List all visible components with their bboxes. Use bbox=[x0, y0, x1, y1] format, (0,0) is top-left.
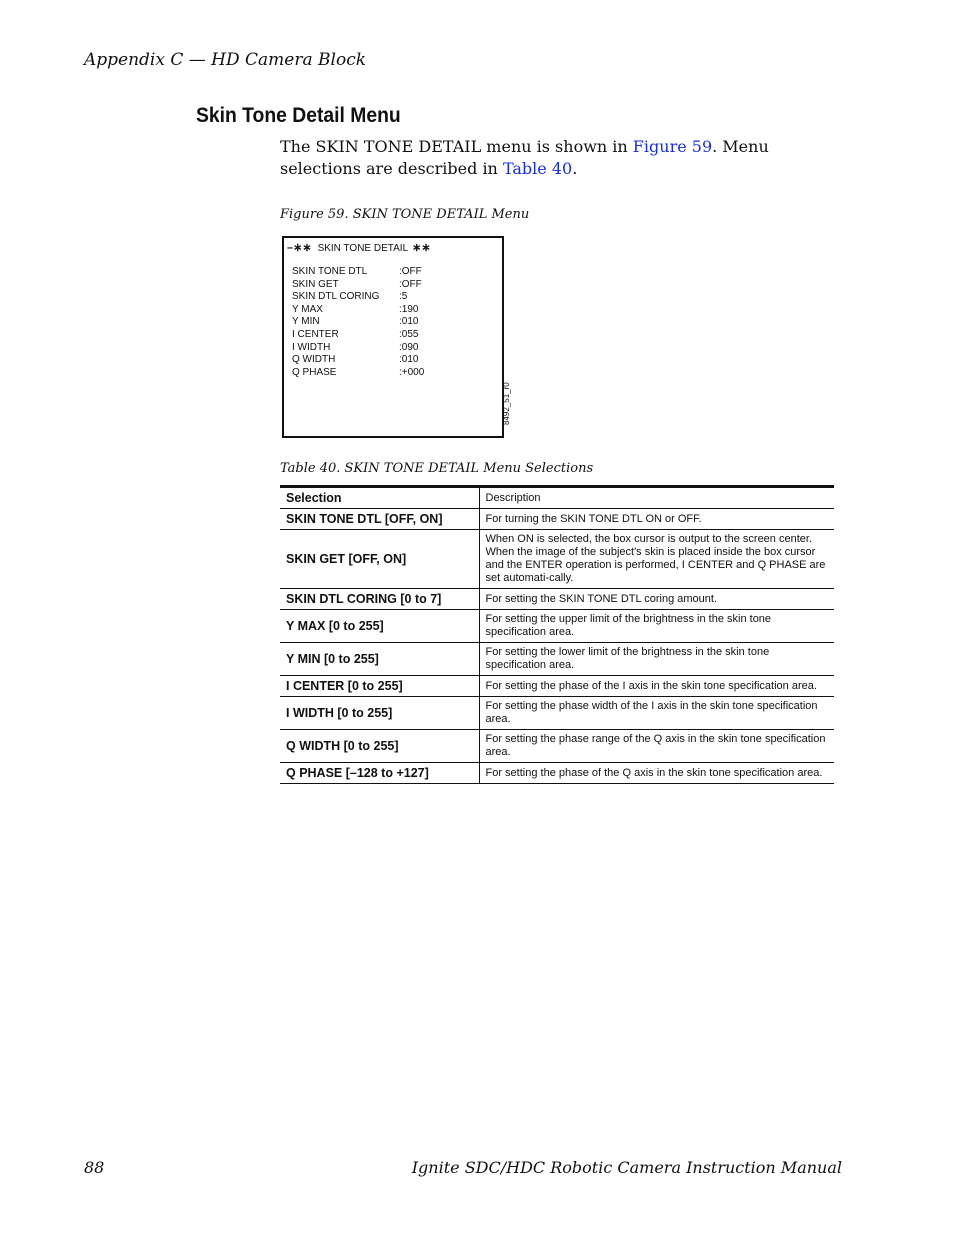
figure-code: 8492_51_r0 bbox=[502, 382, 511, 425]
section-heading: Skin Tone Detail Menu bbox=[196, 104, 401, 127]
menu-row bbox=[292, 291, 492, 304]
table-row bbox=[280, 643, 834, 676]
table-caption: Table 40. SKIN TONE DETAIL Menu Selections bbox=[280, 461, 594, 476]
description-cell: For setting the phase width of the I axis in the skin tone specification area. bbox=[479, 697, 834, 730]
selection-cell: Y MAX [0 to 255] bbox=[280, 610, 479, 643]
table-header-row bbox=[280, 487, 834, 509]
menu-row-value: :190 bbox=[399, 303, 419, 315]
menu-selections-table bbox=[280, 485, 834, 784]
page-number: 88 bbox=[84, 1158, 105, 1177]
header-selection: Selection bbox=[280, 487, 479, 509]
skin-tone-detail-menu-figure bbox=[282, 236, 504, 438]
description-cell: For setting the phase of the Q axis in the skin tone specification area. bbox=[479, 763, 834, 784]
intro-paragraph bbox=[280, 136, 845, 180]
intro-text-2: . Menu selections are described in bbox=[280, 137, 769, 178]
menu-title bbox=[287, 241, 431, 254]
menu-row-value: :055 bbox=[399, 328, 419, 340]
table-row bbox=[280, 676, 834, 697]
selection-cell: I CENTER [0 to 255] bbox=[280, 676, 479, 697]
table-row bbox=[280, 610, 834, 643]
menu-row-label: SKIN DTL CORING bbox=[292, 291, 380, 303]
selection-cell: SKIN TONE DTL [OFF, ON] bbox=[280, 509, 479, 530]
selection-cell: I WIDTH [0 to 255] bbox=[280, 697, 479, 730]
menu-row bbox=[292, 342, 492, 355]
figure-caption: Figure 59. SKIN TONE DETAIL Menu bbox=[280, 207, 530, 222]
menu-row-label: I WIDTH bbox=[292, 341, 331, 353]
running-header: Appendix C — HD Camera Block bbox=[84, 50, 367, 70]
description-cell: For setting the lower limit of the brightness in the skin tone specification area. bbox=[479, 643, 834, 676]
menu-row-label: SKIN TONE DTL bbox=[292, 266, 368, 277]
table-row bbox=[280, 509, 834, 530]
description-cell: For setting the upper limit of the brightness in the skin tone specification area. bbox=[479, 610, 834, 643]
menu-title-text: SKIN TONE DETAIL bbox=[317, 243, 409, 254]
menu-row-label: Y MAX bbox=[292, 303, 323, 315]
menu-row-value: :010 bbox=[399, 354, 419, 366]
menu-row bbox=[292, 367, 492, 380]
table-row bbox=[280, 697, 834, 730]
menu-row bbox=[292, 266, 492, 279]
selection-cell: SKIN GET [OFF, ON] bbox=[280, 530, 479, 589]
intro-text-3: . bbox=[572, 159, 578, 178]
menu-row-value: :+000 bbox=[399, 366, 425, 378]
menu-row bbox=[292, 304, 492, 317]
menu-title-right-marks: ∗∗ bbox=[412, 242, 431, 254]
description-cell: For setting the SKIN TONE DTL coring amount. bbox=[479, 589, 834, 610]
menu-row bbox=[292, 329, 492, 342]
menu-row-value: :OFF bbox=[399, 278, 422, 290]
menu-rows bbox=[292, 266, 492, 379]
selection-cell: Y MIN [0 to 255] bbox=[280, 643, 479, 676]
selection-cell: SKIN DTL CORING [0 to 7] bbox=[280, 589, 479, 610]
menu-row-value: :010 bbox=[399, 316, 419, 328]
table-body bbox=[280, 509, 834, 784]
table-40-link[interactable]: Table 40 bbox=[502, 159, 573, 178]
description-cell: For turning the SKIN TONE DTL ON or OFF. bbox=[479, 509, 834, 530]
description-cell: For setting the phase of the I axis in the skin tone specification area. bbox=[479, 676, 834, 697]
table-row bbox=[280, 589, 834, 610]
menu-row-label: I CENTER bbox=[292, 328, 339, 340]
menu-row bbox=[292, 316, 492, 329]
description-cell: When ON is selected, the box cursor is output to the screen center. When the image of the subject's skin is placed inside the box cursor and the ENTER operation is performed, I CENTER and Q PHASE are set automati-cally. bbox=[479, 530, 834, 589]
menu-row bbox=[292, 279, 492, 292]
menu-row-value: :090 bbox=[399, 341, 419, 353]
selection-cell: Q PHASE [–128 to +127] bbox=[280, 763, 479, 784]
menu-row-value: :5 bbox=[399, 291, 408, 303]
menu-row-label: SKIN GET bbox=[292, 278, 339, 290]
figure-59-link[interactable]: Figure 59 bbox=[632, 137, 713, 156]
selection-cell: Q WIDTH [0 to 255] bbox=[280, 730, 479, 763]
table-row bbox=[280, 763, 834, 784]
header-description: Description bbox=[479, 487, 834, 509]
table-row bbox=[280, 730, 834, 763]
menu-title-left-marks: –∗∗ bbox=[287, 242, 312, 254]
menu-row-label: Y MIN bbox=[292, 316, 320, 328]
description-cell: For setting the phase range of the Q axis in the skin tone specification area. bbox=[479, 730, 834, 763]
menu-row bbox=[292, 354, 492, 367]
menu-row-label: Q PHASE bbox=[292, 366, 337, 378]
menu-row-label: Q WIDTH bbox=[292, 354, 336, 366]
menu-row-value: :OFF bbox=[399, 266, 422, 277]
manual-title: Ignite SDC/HDC Robotic Camera Instruction Manual bbox=[411, 1158, 842, 1177]
table-row bbox=[280, 530, 834, 589]
intro-text-1: The SKIN TONE DETAIL menu is shown in bbox=[280, 137, 633, 156]
